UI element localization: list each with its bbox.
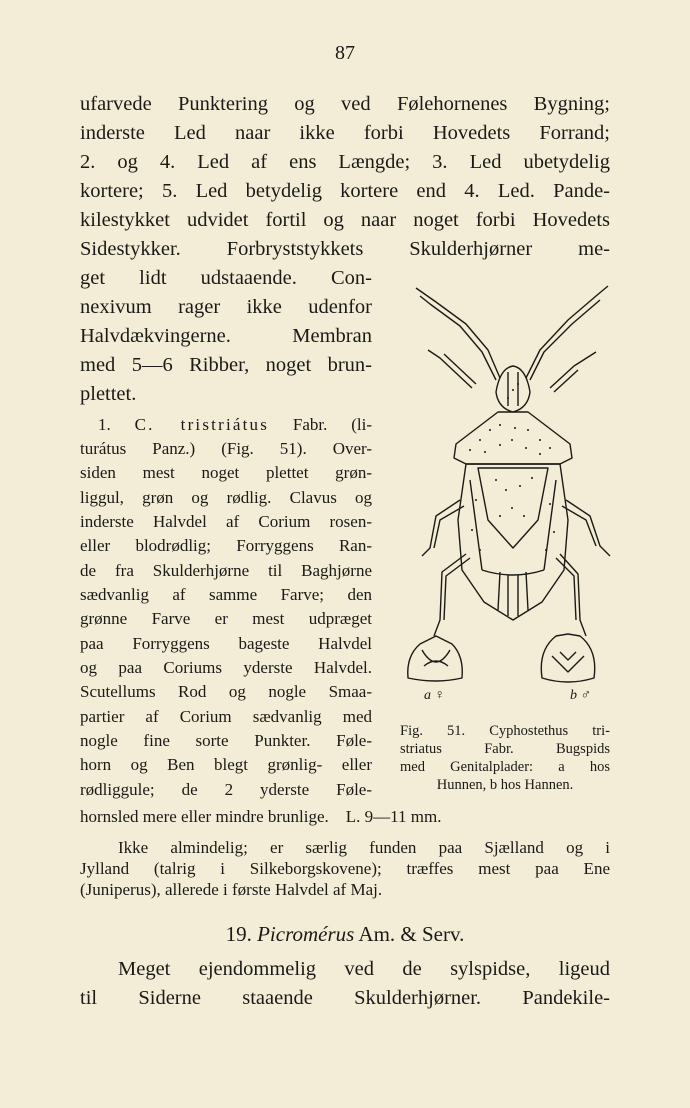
- caption-line: Fig. 51. Cyphostethus tri-: [400, 723, 610, 739]
- species-name: C. tristriátus: [134, 415, 270, 434]
- front-right-leg: [550, 352, 596, 388]
- body-line: plettet.: [80, 383, 137, 405]
- genital-plate-female: [408, 636, 463, 681]
- section-heading: [0, 922, 690, 947]
- species-line: eller blodrødlig; Forryggens Ran-: [80, 536, 372, 555]
- middle-right-leg: [566, 500, 610, 556]
- species-line: liggul, grøn og rødlig. Clavus og: [80, 488, 372, 507]
- species-line: turátus Panz.) (Fig. 51). Over-: [80, 439, 372, 458]
- left-antenna: [416, 288, 500, 378]
- body-line: kortere; 5. Led betydelig kortere end 4. Led. Pande-: [80, 180, 610, 202]
- note-line: Jylland (talrig i Silkeborgskovene); træffes mest paa Ene: [80, 859, 610, 878]
- body-line: Sidestykker. Forbryststykkets Skulderhjørner me-: [80, 238, 610, 260]
- species-line: Scutellums Rod og nogle Smaa-: [80, 682, 372, 701]
- front-left-leg: [428, 350, 472, 388]
- species-line: sædvanlig af samme Farve; den: [80, 585, 372, 604]
- species-line-full: hornsled mere eller mindre brunlige. L. 9—11 mm.: [80, 807, 442, 826]
- figure-label-female: a ♀: [424, 688, 445, 703]
- genital-plate-male: [541, 634, 594, 682]
- body-line: med 5—6 Ribber, noget brun-: [80, 354, 372, 376]
- species-line: og paa Coriums yderste Halvdel.: [80, 658, 372, 677]
- species-author: Fabr. (li-: [292, 415, 373, 434]
- species-line: nogle fine sorte Punkter. Føle-: [80, 731, 372, 750]
- body-line: nexivum rager ikke udenfor: [80, 296, 372, 318]
- body-line: ufarvede Punktering og ved Følehornenes Bygning;: [80, 93, 610, 115]
- body-line: Halvdækvingerne. Membran: [80, 325, 372, 347]
- species-line: rødliggule; de 2 yderste Føle-: [80, 780, 372, 799]
- heading-genus: Picromérus: [257, 922, 355, 946]
- body-line: 2. og 4. Led af ens Længde; 3. Led ubetydelig: [80, 151, 610, 173]
- note-line: (Juniperus), allerede i første Halvdel af Maj.: [80, 880, 383, 899]
- body-line: Meget ejendommelig ved de sylspidse, ligeud: [118, 958, 610, 980]
- caption-line: Hunnen, b hos Hannen.: [436, 777, 574, 793]
- middle-left-leg: [422, 500, 460, 556]
- membrane-ribs: [498, 572, 528, 616]
- species-title-line: [80, 413, 372, 437]
- heading-authors: Am. & Serv.: [358, 922, 465, 946]
- body-line: kilestykket udvidet fortil og naar noget forbi Hovedets: [80, 209, 610, 231]
- species-line: de fra Skulderhjørne til Baghjørne: [80, 561, 372, 580]
- species-line: partier af Corium sædvanlig med: [80, 707, 372, 726]
- species-line: horn og Ben blegt grønlig- eller: [80, 755, 372, 774]
- bug-illustration: [400, 280, 625, 710]
- figure-label-male: b ♂: [570, 688, 591, 703]
- species-line: paa Forryggens bageste Halvdel: [80, 634, 372, 653]
- body-line: inderste Led naar ikke forbi Hovedets Forrand;: [80, 122, 610, 144]
- body: [458, 464, 568, 620]
- species-line: siden mest noget plettet grøn-: [80, 463, 372, 482]
- species-number: 1.: [98, 415, 111, 434]
- species-line: inderste Halvdel af Corium rosen-: [80, 512, 372, 531]
- note-line: Ikke almindelig; er særlig funden paa Sjælland og i: [118, 838, 610, 857]
- caption-line: striatus Fabr. Bugspids: [400, 741, 610, 757]
- page-number: 87: [335, 42, 355, 64]
- figure-caption: [400, 722, 610, 794]
- right-antenna-edge: [530, 300, 600, 380]
- heading-number: 19.: [225, 922, 252, 946]
- species-line: grønne Farve er mest udpræget: [80, 609, 372, 628]
- caption-line: med Genitalplader: a hos: [400, 759, 610, 775]
- stipple-dots: [469, 383, 555, 551]
- pronotum: [454, 412, 572, 464]
- body-line: get lidt udstaaende. Con-: [80, 267, 372, 289]
- body-line: til Siderne staaende Skulderhjørner. Pandekile-: [80, 987, 610, 1009]
